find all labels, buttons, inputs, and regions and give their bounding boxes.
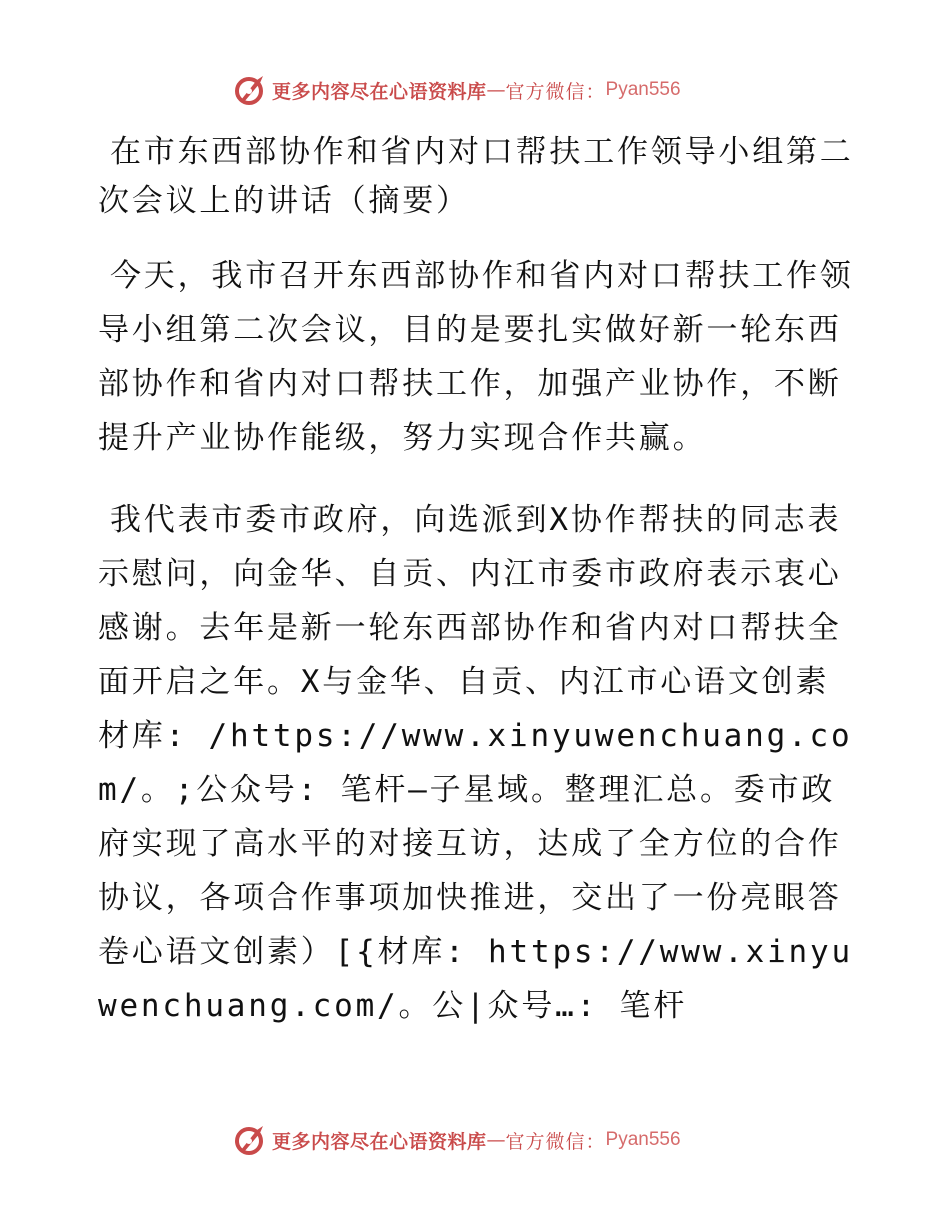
- banner-dash: —: [486, 1129, 506, 1151]
- header-banner: [232, 70, 681, 110]
- document-title: 在市东西部协作和省内对口帮扶工作领导小组第二次会议上的讲话（摘要）: [98, 134, 854, 219]
- paragraph: 我代表市委市政府，向选派到X协作帮扶的同志表示慰问，向金华、自贡、内江市委市政府表示衷心感谢。去年是新一轮东西部协作和省内对口帮扶全面开启之年。X与金华、自贡、内江市心语文创素材库: /https://www.xinyuwenchuang.com/。;公众号: 笔杆—子星域。整理汇总。委市政府实现了高水平的对接互访，达成了全方位的合作协议，各项合作事项加快推进，交出了一份亮眼答卷心语文创素）[{材库: https://www.xinyuwenchuang.com/。公|众号…: 笔杆: [98, 502, 853, 1024]
- banner-text: 更多内容尽在心语资料库: [272, 1130, 487, 1153]
- quill-pen-logo-icon: [232, 1122, 268, 1158]
- quill-pen-logo-icon: [232, 72, 268, 108]
- banner-wechat-label: 官方微信：: [505, 80, 606, 103]
- paragraph: 今天，我市召开东西部协作和省内对口帮扶工作领导小组第二次会议，目的是要扎实做好新一轮东西部协作和省内对口帮扶工作，加强产业协作，不断提升产业协作能级，努力实现合作共赢。: [98, 258, 854, 456]
- document-body: [98, 118, 858, 1033]
- footer-banner: [232, 1120, 681, 1160]
- banner-wechat-label: 官方微信：: [505, 1130, 606, 1153]
- banner-wechat-id: Pyan556: [605, 1129, 681, 1150]
- banner-wechat-id: Pyan556: [605, 79, 681, 100]
- banner-text: 更多内容尽在心语资料库: [272, 80, 487, 103]
- banner-dash: —: [486, 79, 506, 101]
